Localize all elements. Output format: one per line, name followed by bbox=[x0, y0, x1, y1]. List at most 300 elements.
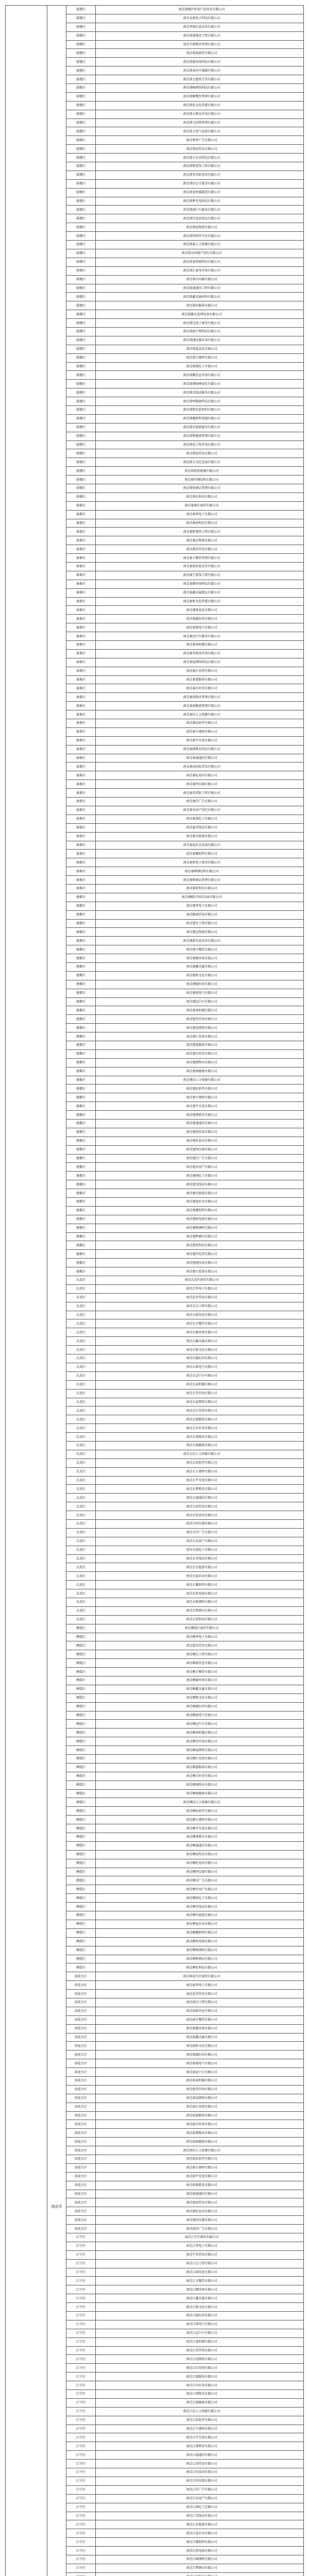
district-cell: 鼓楼区 bbox=[66, 362, 96, 371]
district-cell: 秦淮区 bbox=[66, 806, 96, 815]
district-cell: 玄武区 bbox=[66, 1363, 96, 1371]
company-cell: 南京栖新信息有限公司 bbox=[96, 1659, 304, 1668]
district-cell: 秦淮区 bbox=[66, 736, 96, 745]
company-cell: 南京武安贸易有限公司 bbox=[96, 1293, 304, 1302]
company-cell: 南京栖鑫金属有限公司 bbox=[96, 1685, 304, 1693]
company-cell: 南京建海贸易有限公司 bbox=[96, 1128, 304, 1137]
company-cell: 南京秦信人力资源有限公司 bbox=[96, 710, 304, 719]
company-cell: 南京鼎悦酒店管理有限公司 bbox=[96, 484, 304, 493]
company-cell: 南京雨辰软件有限公司 bbox=[96, 2155, 304, 2163]
company-cell: 南京鼎源水处理设备有限公司 bbox=[96, 310, 304, 319]
company-cell: 南京淮安贸易有限公司 bbox=[96, 545, 304, 554]
district-cell: 建邺区 bbox=[66, 1206, 96, 1215]
company-cell: 南京秦旺家居有限公司 bbox=[96, 771, 304, 780]
company-cell: 南京鼎睿智能科技有限公司 bbox=[96, 258, 304, 266]
district-cell: 栖霞区 bbox=[66, 1737, 96, 1746]
company-cell: 南京江新信息有限公司 bbox=[96, 2268, 304, 2277]
district-cell: 雨花台区 bbox=[66, 2076, 96, 2085]
district-cell: 玄武区 bbox=[66, 1302, 96, 1311]
district-cell: 雨花台区 bbox=[66, 2163, 96, 2172]
company-cell: 南京玄宇光电有限公司 bbox=[96, 1476, 304, 1485]
company-cell: 南京建耀照明有限公司 bbox=[96, 1206, 304, 1215]
company-cell: 南京栖耀照明有限公司 bbox=[96, 1928, 304, 1937]
district-cell: 鼓楼区 bbox=[66, 171, 96, 179]
company-cell: 南京鼎立电气设备有限公司 bbox=[96, 127, 304, 136]
company-cell: 南京栖辉酒店有限公司 bbox=[96, 1955, 304, 1963]
company-cell: 南京鼎元投资管理有限公司 bbox=[96, 118, 304, 127]
district-cell: 栖霞区 bbox=[66, 1903, 96, 1911]
district-cell: 栖霞区 bbox=[66, 1624, 96, 1633]
district-cell: 雨花台区 bbox=[66, 2146, 96, 2155]
company-cell: 南京雨昌印务有限公司 bbox=[96, 2120, 304, 2129]
district-cell: 栖霞区 bbox=[66, 1833, 96, 1842]
company-cell: 南京雨运汽车有限公司 bbox=[96, 2068, 304, 2077]
district-cell: 江宁区 bbox=[66, 2268, 96, 2277]
company-cell: 南京江康健康有限公司 bbox=[96, 2398, 304, 2407]
district-cell: 建邺区 bbox=[66, 945, 96, 954]
district-cell: 江宁区 bbox=[66, 2494, 96, 2503]
company-cell: 南京江晟网络有限公司 bbox=[96, 2355, 304, 2364]
district-cell: 江宁区 bbox=[66, 2242, 96, 2250]
district-cell: 秦淮区 bbox=[66, 667, 96, 675]
company-cell: 南京鼎诚建设工程有限公司 bbox=[96, 31, 304, 40]
district-cell: 玄武区 bbox=[66, 1511, 96, 1520]
company-cell: 南京雨鑫金属有限公司 bbox=[96, 2033, 304, 2042]
district-cell: 玄武区 bbox=[66, 1284, 96, 1293]
district-cell: 玄武区 bbox=[66, 1346, 96, 1354]
district-cell: 江宁区 bbox=[66, 2503, 96, 2512]
district-cell: 秦淮区 bbox=[66, 649, 96, 658]
district-cell: 建邺区 bbox=[66, 1137, 96, 1145]
district-cell: 鼓楼区 bbox=[66, 353, 96, 362]
district-cell: 秦淮区 bbox=[66, 675, 96, 684]
district-cell: 建邺区 bbox=[66, 1067, 96, 1076]
district-cell: 雨花台区 bbox=[66, 2138, 96, 2146]
company-cell: 南京秦鑫金属制品有限公司 bbox=[96, 588, 304, 597]
company-cell: 南京建业房产有限公司 bbox=[96, 1163, 304, 1172]
company-cell: 南京雨通通信有限公司 bbox=[96, 2190, 304, 2198]
company-cell: 南京秦欣电子商务有限公司 bbox=[96, 858, 304, 867]
company-cell: 南京玄信人力资源有限公司 bbox=[96, 1450, 304, 1459]
company-cell: 南京玄业房产有限公司 bbox=[96, 1537, 304, 1546]
district-cell: 江宁区 bbox=[66, 2294, 96, 2303]
district-cell: 秦淮区 bbox=[66, 771, 96, 780]
district-cell: 玄武区 bbox=[66, 1598, 96, 1606]
district-cell: 雨花台区 bbox=[66, 1981, 96, 1990]
district-cell: 建邺区 bbox=[66, 1232, 96, 1241]
district-cell: 鼓楼区 bbox=[66, 118, 96, 127]
district-cell: 雨花台区 bbox=[66, 2111, 96, 2120]
district-cell: 秦淮区 bbox=[66, 571, 96, 580]
company-cell: 南京金鼎电子科技有限公司 bbox=[96, 14, 304, 23]
district-cell: 建邺区 bbox=[66, 1006, 96, 1015]
company-cell: 南京秦宇光电有限公司 bbox=[96, 736, 304, 745]
district-cell: 玄武区 bbox=[66, 1476, 96, 1485]
district-cell: 建邺区 bbox=[66, 1049, 96, 1058]
district-cell: 江宁区 bbox=[66, 2485, 96, 2494]
district-cell: 建邺区 bbox=[66, 937, 96, 945]
company-cell: 南京江海贸易有限公司 bbox=[96, 2460, 304, 2468]
district-cell: 秦淮区 bbox=[66, 798, 96, 806]
district-cell: 雨花台区 bbox=[66, 1990, 96, 1998]
company-cell: 南京江佳广告有限公司 bbox=[96, 2485, 304, 2494]
company-cell: 南京玄峰钢构有限公司 bbox=[96, 1598, 304, 1606]
company-cell: 南京江润化工有限公司 bbox=[96, 2503, 304, 2512]
company-cell: 南京玄美保洁有限公司 bbox=[96, 1554, 304, 1563]
company-cell: 南京玄德医药有限公司 bbox=[96, 1354, 304, 1363]
district-cell: 鼓楼区 bbox=[66, 162, 96, 171]
district-cell: 秦淮区 bbox=[66, 588, 96, 597]
company-cell: 南京栖荣咨询有限公司 bbox=[96, 1737, 304, 1746]
district-cell: 秦淮区 bbox=[66, 580, 96, 588]
district-cell: 鼓楼区 bbox=[66, 440, 96, 449]
company-cell: 南京秦康健康管理有限公司 bbox=[96, 702, 304, 710]
district-cell: 栖霞区 bbox=[66, 1702, 96, 1711]
company-cell: 南京霞安贸易有限公司 bbox=[96, 1641, 304, 1650]
district-cell: 江宁区 bbox=[66, 2407, 96, 2416]
district-cell: 建邺区 bbox=[66, 1145, 96, 1154]
district-cell: 建邺区 bbox=[66, 1241, 96, 1250]
district-cell: 栖霞区 bbox=[66, 1676, 96, 1685]
company-cell: 南京秦海国际贸易有限公司 bbox=[96, 762, 304, 771]
district-cell: 栖霞区 bbox=[66, 1728, 96, 1737]
district-cell: 建邺区 bbox=[66, 1198, 96, 1207]
district-cell: 玄武区 bbox=[66, 1546, 96, 1554]
district-cell: 栖霞区 bbox=[66, 1963, 96, 1972]
district-cell: 秦淮区 bbox=[66, 684, 96, 693]
company-cell: 南京建瑞电气有限公司 bbox=[96, 989, 304, 997]
company-cell: 南京淮辰软件有限公司 bbox=[96, 719, 304, 728]
company-cell: 南京雨海贸易有限公司 bbox=[96, 2198, 304, 2207]
district-cell: 建邺区 bbox=[66, 1259, 96, 1267]
district-cell: 鼓楼区 bbox=[66, 319, 96, 328]
company-cell: 南京栖辰软件有限公司 bbox=[96, 1807, 304, 1816]
company-cell: 南京鼎峰网络科技有限公司 bbox=[96, 84, 304, 93]
district-cell: 栖霞区 bbox=[66, 1633, 96, 1641]
company-cell: 南京建信人力资源有限公司 bbox=[96, 1076, 304, 1084]
company-cell: 南京江立建材有限公司 bbox=[96, 2425, 304, 2433]
district-cell: 雨花台区 bbox=[66, 2024, 96, 2033]
company-cell: 南京淮扬食品有限公司 bbox=[96, 606, 304, 615]
district-cell: 鼓楼区 bbox=[66, 327, 96, 336]
company-cell: 南京鼎嘉人力资源有限公司 bbox=[96, 241, 304, 249]
district-cell: 玄武区 bbox=[66, 1398, 96, 1406]
company-cell: 南京淮宁装饰工程有限公司 bbox=[96, 571, 304, 580]
district-cell: 栖霞区 bbox=[66, 1955, 96, 1963]
district-cell: 江宁区 bbox=[66, 2547, 96, 2555]
company-cell: 南京江信人力资源有限公司 bbox=[96, 2407, 304, 2416]
district-cell: 秦淮区 bbox=[66, 623, 96, 632]
district-cell: 建邺区 bbox=[66, 893, 96, 902]
district-cell: 秦淮区 bbox=[66, 754, 96, 762]
district-cell: 建邺区 bbox=[66, 928, 96, 937]
district-cell: 建邺区 bbox=[66, 1224, 96, 1232]
district-cell: 秦淮区 bbox=[66, 884, 96, 893]
district-cell: 栖霞区 bbox=[66, 1876, 96, 1885]
district-cell: 栖霞区 bbox=[66, 1746, 96, 1755]
company-cell: 南京栖泰机械有限公司 bbox=[96, 1728, 304, 1737]
company-cell: 南京雨和文化有限公司 bbox=[96, 2042, 304, 2050]
company-cell: 南京江宇光电有限公司 bbox=[96, 2433, 304, 2442]
district-cell: 栖霞区 bbox=[66, 1894, 96, 1903]
district-cell: 江宁区 bbox=[66, 2512, 96, 2520]
district-cell: 栖霞区 bbox=[66, 1859, 96, 1868]
district-cell: 栖霞区 bbox=[66, 1885, 96, 1894]
district-cell: 鼓楼区 bbox=[66, 266, 96, 275]
district-cell: 秦淮区 bbox=[66, 510, 96, 519]
company-cell: 南京秦淮区商贸有限公司 bbox=[96, 501, 304, 510]
district-cell bbox=[66, 2572, 96, 2576]
company-cell: 南京栖嘉服饰有限公司 bbox=[96, 1763, 304, 1772]
company-cell: 南京鼎安消防设备有限公司 bbox=[96, 171, 304, 179]
district-cell: 雨花台区 bbox=[66, 2103, 96, 2111]
district-cell: 玄武区 bbox=[66, 1354, 96, 1363]
district-cell: 鼓楼区 bbox=[66, 223, 96, 232]
company-cell: 南京玄康健康有限公司 bbox=[96, 1441, 304, 1450]
company-cell: 南京鼎晟物流有限公司 bbox=[96, 223, 304, 232]
district-cell: 鼓楼区 bbox=[66, 293, 96, 301]
company-cell: 南京栖康健康有限公司 bbox=[96, 1789, 304, 1798]
district-cell: 秦淮区 bbox=[66, 858, 96, 867]
company-cell: 南京玄荣咨询有限公司 bbox=[96, 1389, 304, 1398]
company-cell: 南京鼎祥钢结构有限公司 bbox=[96, 476, 304, 484]
company-cell: 南京栖业房产有限公司 bbox=[96, 1885, 304, 1894]
district-cell: 玄武区 bbox=[66, 1337, 96, 1346]
district-cell: 栖霞区 bbox=[66, 1911, 96, 1920]
company-cell: 南京鼎力建筑劳务有限公司 bbox=[96, 75, 304, 84]
company-cell: 南京江汇投资有限公司 bbox=[96, 2364, 304, 2372]
district-cell: 鼓楼区 bbox=[66, 197, 96, 206]
company-cell: 南京秦源环保科技有限公司 bbox=[96, 580, 304, 588]
company-cell: 南京秦峰钢结构有限公司 bbox=[96, 867, 304, 876]
district-cell: 玄武区 bbox=[66, 1494, 96, 1502]
company-cell: 南京鼎泓贸易有限公司 bbox=[96, 449, 304, 458]
company-cell: 南京江福农业有限公司 bbox=[96, 2529, 304, 2538]
district-cell: 鼓楼区 bbox=[66, 388, 96, 397]
company-cell: 南京鼎尚服饰有限公司 bbox=[96, 301, 304, 310]
district-cell: 玄武区 bbox=[66, 1293, 96, 1302]
district-cell: 秦淮区 bbox=[66, 545, 96, 554]
company-cell: 南京鼎瑞化工有限公司 bbox=[96, 362, 304, 371]
company-cell: 南京建星旅游有限公司 bbox=[96, 1189, 304, 1198]
district-cell: 建邺区 bbox=[66, 1154, 96, 1163]
company-cell: 南京江盛物业有限公司 bbox=[96, 2390, 304, 2399]
district-cell: 鼓楼区 bbox=[66, 6, 96, 14]
district-cell: 鼓楼区 bbox=[66, 214, 96, 223]
district-cell: 雨花台区 bbox=[66, 2129, 96, 2138]
company-cell: 南京秦达物流有限公司 bbox=[96, 536, 304, 545]
company-cell: 南京玄运汽车有限公司 bbox=[96, 1371, 304, 1380]
company-cell: 南京玄通通信有限公司 bbox=[96, 1494, 304, 1502]
company-cell: 南京建捷仪表有限公司 bbox=[96, 1259, 304, 1267]
district-cell: 建邺区 bbox=[66, 997, 96, 1006]
company-cell: 南京玄润化工有限公司 bbox=[96, 1546, 304, 1554]
company-cell: 南京江昌印务有限公司 bbox=[96, 2381, 304, 2390]
company-cell: 南京鼎达电子商务有限公司 bbox=[96, 319, 304, 328]
company-cell: 南京江源环保有限公司 bbox=[96, 2285, 304, 2294]
district-cell: 栖霞区 bbox=[66, 1920, 96, 1928]
district-cell: 江宁区 bbox=[66, 2529, 96, 2538]
district-cell: 建邺区 bbox=[66, 910, 96, 919]
district-cell: 江宁区 bbox=[66, 2285, 96, 2294]
blank-column bbox=[6, 6, 47, 2576]
company-cell: 南京玄汇投资有限公司 bbox=[96, 1406, 304, 1415]
district-cell: 秦淮区 bbox=[66, 641, 96, 650]
district-cell: 栖霞区 bbox=[66, 1807, 96, 1816]
district-cell: 建邺区 bbox=[66, 980, 96, 989]
district-cell: 栖霞区 bbox=[66, 1720, 96, 1728]
company-cell: 南京江达工程有限公司 bbox=[96, 2259, 304, 2268]
company-cell: 南京江和文化有限公司 bbox=[96, 2303, 304, 2312]
company-cell: 南京玄盛物业有限公司 bbox=[96, 1433, 304, 1442]
district-cell: 栖霞区 bbox=[66, 1928, 96, 1937]
company-cell: 南京雨泰机械有限公司 bbox=[96, 2076, 304, 2085]
district-cell: 雨花台区 bbox=[66, 2068, 96, 2077]
district-cell: 江宁区 bbox=[66, 2520, 96, 2529]
city-cell: 南京市 bbox=[47, 6, 66, 2576]
company-cell: 南京栖昌印务有限公司 bbox=[96, 1772, 304, 1781]
company-cell: 南京江通通信有限公司 bbox=[96, 2451, 304, 2460]
company-cell: 南京秦宏科技有限公司 bbox=[96, 884, 304, 893]
district-cell: 建邺区 bbox=[66, 962, 96, 971]
company-cell: 南京江耀照明有限公司 bbox=[96, 2538, 304, 2547]
company-cell: 南京栖达工程有限公司 bbox=[96, 1650, 304, 1659]
district-cell: 建邺区 bbox=[66, 1215, 96, 1224]
company-cell: 南京栖恒仪器有限公司 bbox=[96, 1868, 304, 1876]
district-cell: 鼓楼区 bbox=[66, 449, 96, 458]
company-cell: 南京玄宏科技有限公司 bbox=[96, 1615, 304, 1624]
company-cell: 南京建佳广告有限公司 bbox=[96, 1154, 304, 1163]
district-cell: 江宁区 bbox=[66, 2433, 96, 2442]
company-cell: 南京鼎耀照明电器有限公司 bbox=[96, 414, 304, 423]
company-cell: 南京江美保洁有限公司 bbox=[96, 2512, 304, 2520]
company-cell: 南京鼎顺餐饮管理有限公司 bbox=[96, 92, 304, 101]
company-cell: 南京建宇光电有限公司 bbox=[96, 1102, 304, 1111]
district-cell: 玄武区 bbox=[66, 1380, 96, 1389]
company-cell: 南京玄福农业有限公司 bbox=[96, 1572, 304, 1581]
company-cell: 南京栖润化工有限公司 bbox=[96, 1894, 304, 1903]
district-cell: 栖霞区 bbox=[66, 1763, 96, 1772]
company-cell: 南京鼎佳家居用品有限公司 bbox=[96, 214, 304, 223]
district-cell: 秦淮区 bbox=[66, 745, 96, 754]
company-cell: 南京秦华电子有限公司 bbox=[96, 510, 304, 519]
company-cell: 南京秦晟网络科技有限公司 bbox=[96, 658, 304, 667]
district-cell: 栖霞区 bbox=[66, 1798, 96, 1807]
company-cell: 南京玄泰机械有限公司 bbox=[96, 1380, 304, 1389]
district-cell: 鼓楼区 bbox=[66, 145, 96, 154]
district-cell: 江宁区 bbox=[66, 2468, 96, 2477]
company-cell: 南京鼎言文化发展有限公司 bbox=[96, 458, 304, 467]
company-cell: 南京鼎通通信工程有限公司 bbox=[96, 284, 304, 293]
company-cell: 南京花安贸易有限公司 bbox=[96, 1990, 304, 1998]
district-cell: 鼓楼区 bbox=[66, 476, 96, 484]
company-cell: 南京鼎兴建材有限公司 bbox=[96, 353, 304, 362]
company-cell: 南京栖源环保有限公司 bbox=[96, 1676, 304, 1685]
company-cell: 南京雨康健康有限公司 bbox=[96, 2138, 304, 2146]
district-cell: 江宁区 bbox=[66, 2364, 96, 2372]
company-cell: 南京建峰钢构有限公司 bbox=[96, 1224, 304, 1232]
district-cell: 江宁区 bbox=[66, 2451, 96, 2460]
district-cell: 雨花台区 bbox=[66, 2207, 96, 2216]
district-cell: 江宁区 bbox=[66, 2425, 96, 2433]
district-cell: 雨花台区 bbox=[66, 2059, 96, 2068]
district-cell: 秦淮区 bbox=[66, 710, 96, 719]
company-cell: 南京栖华电子有限公司 bbox=[96, 1633, 304, 1641]
district-cell: 秦淮区 bbox=[66, 658, 96, 667]
district-cell: 玄武区 bbox=[66, 1581, 96, 1589]
district-cell: 江宁区 bbox=[66, 2477, 96, 2485]
district-cell: 玄武区 bbox=[66, 1311, 96, 1319]
district-cell: 栖霞区 bbox=[66, 1711, 96, 1720]
company-cell: 南京玄源环保有限公司 bbox=[96, 1328, 304, 1337]
company-cell: 南京玄鑫金属有限公司 bbox=[96, 1337, 304, 1346]
district-cell: 江宁区 bbox=[66, 2233, 96, 2242]
company-cell: 南京栖峰钢构有限公司 bbox=[96, 1946, 304, 1955]
company-cell: 南京雨花台区商贸有限公司 bbox=[96, 1972, 304, 1981]
company-cell: 南京栖汇投资有限公司 bbox=[96, 1755, 304, 1764]
district-cell: 江宁区 bbox=[66, 2564, 96, 2572]
district-cell: 鼓楼区 bbox=[66, 232, 96, 241]
company-cell: 南京鼎旺文化传媒有限公司 bbox=[96, 101, 304, 110]
company-cell: 南京鼎和装饰工程有限公司 bbox=[96, 162, 304, 171]
company-cell: 南京鼎华广告有限公司 bbox=[96, 136, 304, 145]
district-cell: 玄武区 bbox=[66, 1389, 96, 1398]
company-cell: 南京建欣电商有限公司 bbox=[96, 1215, 304, 1224]
company-cell: 南京江峰钢构有限公司 bbox=[96, 2555, 304, 2564]
company-list-body bbox=[6, 6, 304, 2576]
district-cell: 建邺区 bbox=[66, 1111, 96, 1120]
company-cell: 南京建康健康有限公司 bbox=[96, 1067, 304, 1076]
district-cell: 栖霞区 bbox=[66, 1824, 96, 1833]
district-cell: 江宁区 bbox=[66, 2390, 96, 2399]
district-cell: 江宁区 bbox=[66, 2355, 96, 2364]
district-cell: 建邺区 bbox=[66, 1084, 96, 1093]
district-cell: 玄武区 bbox=[66, 1502, 96, 1511]
district-cell: 雨花台区 bbox=[66, 2181, 96, 2190]
district-cell: 鼓楼区 bbox=[66, 179, 96, 188]
district-cell: 雨花台区 bbox=[66, 2050, 96, 2059]
company-cell: 南京建博教育有限公司 bbox=[96, 1111, 304, 1120]
district-cell: 秦淮区 bbox=[66, 632, 96, 641]
company-cell: 南京秦汇投资有限公司 bbox=[96, 667, 304, 675]
company-cell: 南京玄欣电商有限公司 bbox=[96, 1589, 304, 1598]
district-cell: 鼓楼区 bbox=[66, 336, 96, 345]
district-cell: 建邺区 bbox=[66, 902, 96, 910]
company-cell: 南京雨宇光电有限公司 bbox=[96, 2172, 304, 2181]
company-cell: 南京鼎阳新能源有限公司 bbox=[96, 467, 304, 476]
company-cell bbox=[96, 2572, 304, 2576]
company-cell: 南京淮海科技有限公司 bbox=[96, 519, 304, 528]
district-cell: 秦淮区 bbox=[66, 597, 96, 606]
company-cell: 南京玄恒仪器有限公司 bbox=[96, 1519, 304, 1528]
company-cell: 南京栖运汽车有限公司 bbox=[96, 1720, 304, 1728]
district-cell: 玄武区 bbox=[66, 1276, 96, 1285]
district-cell: 玄武区 bbox=[66, 1554, 96, 1563]
company-cell: 南京建通通信有限公司 bbox=[96, 1120, 304, 1128]
company-cell: 南京建美保洁有限公司 bbox=[96, 1180, 304, 1189]
company-cell: 南京雨瑞电气有限公司 bbox=[96, 2059, 304, 2068]
company-cell: 南京建辉酒店有限公司 bbox=[96, 1232, 304, 1241]
district-cell: 江宁区 bbox=[66, 2372, 96, 2381]
company-list-table bbox=[5, 5, 304, 2576]
district-cell: 建邺区 bbox=[66, 919, 96, 928]
company-cell: 南京江宁区商贸有限公司 bbox=[96, 2233, 304, 2242]
company-cell: 南京秦德医药有限公司 bbox=[96, 615, 304, 623]
company-cell: 南京建德医药有限公司 bbox=[96, 980, 304, 989]
company-cell: 南京秦盛物业管理有限公司 bbox=[96, 693, 304, 702]
company-cell: 南京雨新信息有限公司 bbox=[96, 2007, 304, 2015]
district-cell: 玄武区 bbox=[66, 1450, 96, 1459]
